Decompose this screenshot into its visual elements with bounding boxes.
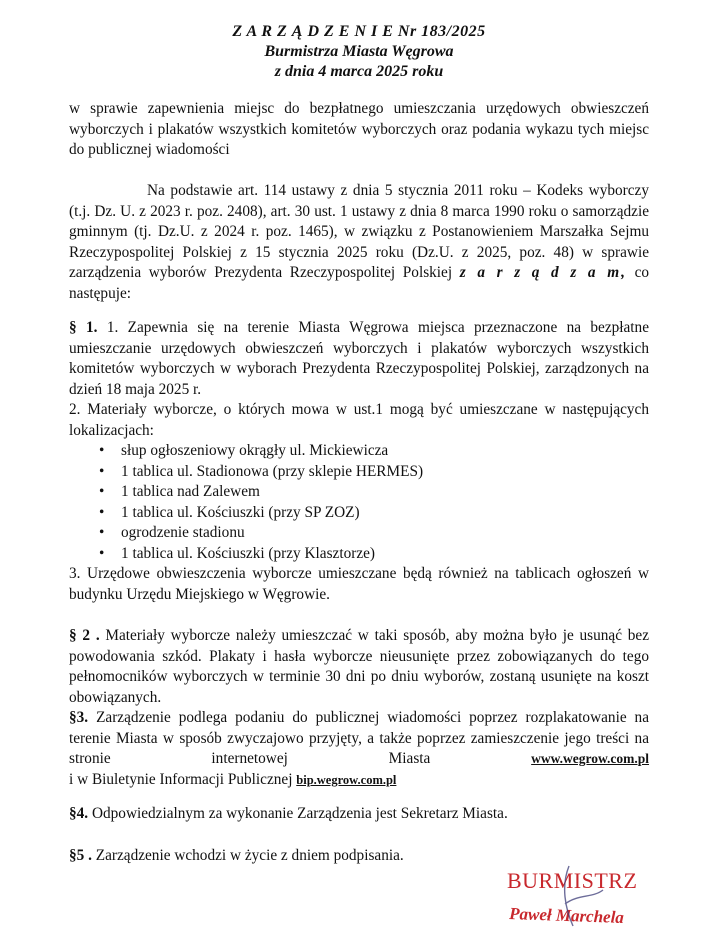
subject-paragraph — [69, 99, 649, 161]
list-item: • słup ogłoszeniowy okrągły ul. Mickiewicza — [121, 441, 649, 462]
decree-word: z a r z ą d z a m, — [459, 264, 627, 281]
section-1-point-1 — [69, 318, 649, 400]
stamp-name: Paweł Marchela — [508, 904, 625, 928]
section-2-body: Materiały wyborcze należy umieszczać w taki sposób, aby można było je usunąć bez powodowania szkód. Plakaty i hasła wyborcze nieusunięte przez zobowiązanych do tego pełnomocników wyborczych w terminie 30 dni po dniu wyborów, zostaną usunięte na koszt obowiązanych. — [69, 627, 649, 706]
locations-list — [69, 441, 649, 564]
section-3-text — [69, 708, 649, 770]
section-5-mark: §5 . — [69, 847, 92, 864]
list-item: • 1 tablica nad Zalewem — [121, 482, 649, 503]
document-title: Z A R Z Ą D Z E N I E Nr 183/2025 — [232, 23, 486, 40]
list-item: • 1 tablica ul. Stadionowa (przy sklepie HERMES) — [121, 462, 649, 483]
section-3-body: Zarządzenie podlega podaniu do publicznej wiadomości poprzez rozplakatowanie na terenie Miasta w sposób zwyczajowo przyjęty, a także poprzez zamieszczenie jego treści na stronie internetowej Miasta — [69, 709, 649, 767]
section-1-mark: § 1. — [69, 319, 98, 336]
bip-link[interactable]: bip.wegrow.com.pl — [296, 772, 397, 787]
section-1 — [69, 318, 649, 605]
section-3-bip — [69, 770, 649, 791]
section-1-point-2: 2. Materiały wyborcze, o których mowa w ust.1 mogą być umieszczane w następujących lokalizacjach: — [69, 401, 649, 439]
document-date: z dnia 4 marca 2025 roku — [274, 63, 444, 80]
section-3 — [69, 708, 649, 790]
document-issuer: Burmistrza Miasta Węgrowa — [264, 43, 454, 60]
section-1-point-1-text: 1. Zapewnia się na terenie Miasta Węgrowa miejsca przeznaczone na bezpłatne umieszczanie urzędowych obwieszczeń wyborczych i plakatów wyborczych wszystkich komitetów wyborczych w wyborach Prezydenta Rzeczypospolitej Polskiej, zarządzonych na dzień 18 maja 2025 r. — [69, 319, 649, 398]
section-2-mark: § 2 . — [69, 627, 100, 644]
section-3-mark: §3. — [69, 709, 89, 726]
preamble-tail: co następuje: — [69, 264, 650, 302]
list-item: • 1 tablica ul. Kościuszki (przy Klasztorze) — [121, 544, 649, 565]
preamble-text — [69, 181, 649, 304]
preamble-paragraph — [69, 181, 649, 304]
section-4-text — [69, 804, 649, 825]
section-4-mark: §4. — [69, 805, 89, 822]
section-2 — [69, 626, 649, 708]
section-1-point-3: 3. Urzędowe obwieszczenia wyborcze umieszczane będą również na tablicach ogłoszeń w budynku Urzędu Miejskiego w Węgrowie. — [69, 565, 649, 603]
section-2-text — [69, 626, 649, 708]
section-3-bip-text: i w Biuletynie Informacji Publicznej — [69, 770, 297, 788]
list-item: • ogrodzenie stadionu — [121, 523, 649, 544]
list-item: • 1 tablica ul. Kościuszki (przy SP ZOZ) — [121, 503, 649, 524]
signature-stamp — [503, 864, 643, 930]
subject-text: w sprawie zapewnienia miejsc do bezpłatnego umieszczania urzędowych obwieszczeń wyborczych i plakatów wszystkich komitetów wyborczych oraz podania wykazu tych miejsc do publicznej wiadomości — [69, 100, 649, 158]
section-5-body: Zarządzenie wchodzi w życie z dniem podpisania. — [91, 847, 404, 864]
section-4-body: Odpowiedzialnym za wykonanie Zarządzenia jest Sekretarz Miasta. — [88, 805, 508, 822]
preamble-body: Na podstawie art. 114 ustawy z dnia 5 stycznia 2011 roku – Kodeks wyborczy (t.j. Dz. U. z 2023 r. poz. 2408), art. 30 ust. 1 ustawy z dnia 8 marca 1990 roku o samorządzie gminnym (tj. Dz.U. z 2024 r. poz. 1465), w związku z Postanowieniem Marszałka Sejmu Rzeczypospolitej Polskiej z 15 stycznia 2025 roku (Dz.U. z 2025, poz. 48) w sprawie zarządzenia wyborów Prezydenta Rzeczypospolitej Polskiej — [69, 182, 649, 281]
stamp-title: BURMISTRZ — [507, 868, 638, 893]
website-link[interactable]: www.wegrow.com.pl — [531, 751, 650, 766]
section-4 — [69, 804, 649, 825]
